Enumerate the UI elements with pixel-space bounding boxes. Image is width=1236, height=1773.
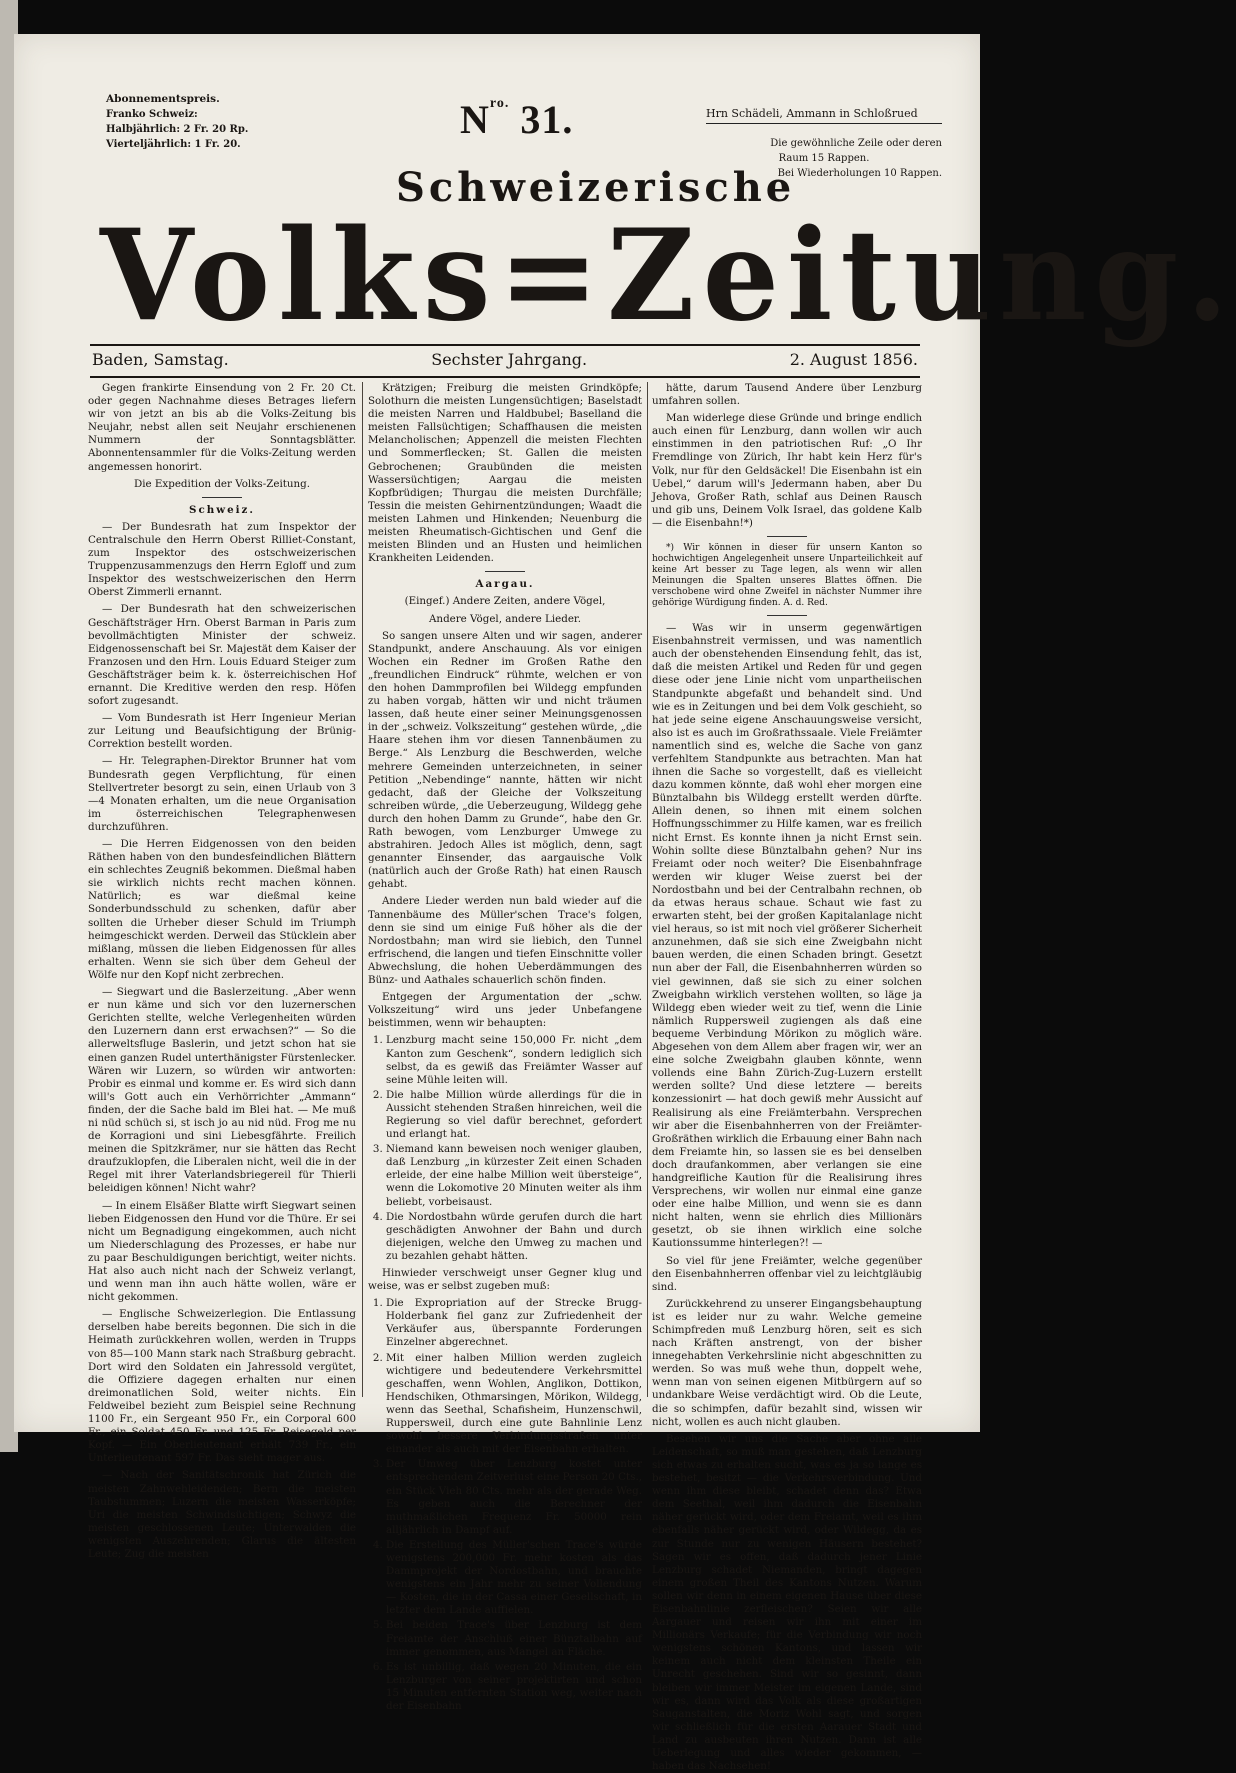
footnote: *) Wir können in dieser für unsern Kanton so hochwichtigen Angelegenheit unsere Unparteilichkeit auf keine Art besser zu Tage legen, als wenn wir allen Meinungen die Spalten unseres Blattes öffnen. Die verschobene wird ohne Zweifel in nächster Nummer ihre gehörige Würdigung finden. A. d. Red. [652, 543, 922, 609]
list-item: 2. Die halbe Million würde allerdings für die in Aussicht stehenden Straßen hinreichen, weil die Regierung so viel dafür berechnet, gefordert und erlangt hat. [386, 1089, 642, 1141]
top-rule [90, 344, 920, 346]
issue-date: 2. August 1856. [789, 350, 918, 369]
numbered-list [368, 1297, 642, 1713]
subscription-title: Abonnementspreis. [106, 93, 220, 105]
article-paragraph: So viel für jene Freiämter, welche gegenüber den Eisenbahnherren offenbar viel zu leichtgläubig sind. [652, 1254, 922, 1293]
column-divider [362, 382, 363, 1397]
title-top: Schweizerische [396, 164, 796, 211]
list-item: 3. Niemand kann beweisen noch weniger glauben, daß Lenzburg „in kürzester Zeit einen Schaden erleide, der eine halbe Million weit übersteige“, wenn die Lokomotive 20 Minuten weiter als ihm beliebt, vorbeisaust. [386, 1143, 642, 1208]
article-paragraph: Zurückkehrend zu unserer Eingangsbehauptung ist es leider nur zu wahr. Welche gemeine Schimpfreden muß Lenzburg hören, seit es sich nach Kräften anstrengt, von der bisher innegehabten Verkehrslinie nicht abgeschnitten zu werden. So was muß wehe thun, doppelt wehe, wenn man von seinen eigenen Mitbürgern auf so undankbare Weise verdächtigt wird. Ob die Leute, die so schimpfen, dafür bezahlt sind, wissen wir nicht, wollen es auch nicht glauben. [652, 1297, 922, 1428]
issue-label: N [460, 97, 490, 142]
article-paragraph: — Siegwart und die Baslerzeitung. „Aber wenn er nun käme und sich vor den luzernerschen Gerichten stellte, welche Verlegenheiten würden den Luzernern dann erst erwachsen?“ — So die allerweltsfluge Baslerin, und jetzt schon hat sie einen ganzen Rudel unterthänigster Fürstenlecker. Wären wir Luzern, so würden wir antworten: Probir es einmal und komme er. Es wird sich dann will's Gott auch ein Verhörrichter „Ammann“ finden, der die Sache bald im Blei hat. — Me muß ni nüd schüch si, st isch jo au nid nüd. Frog me nu de Korragioni und sini Liebesgfährte. Freilich meinen die Spitzkrämer, nur sie hätten das Recht draufzuklopfen, die Liberalen nicht, weil die in der Regel mit ihrer Vaterlandsbriegereil für Thierli beleidigen können! Nicht wahr? [88, 986, 356, 1195]
subscription-line: Vierteljährlich: 1 Fr. 20. [106, 139, 241, 150]
issue-sup: ro. [489, 96, 510, 111]
article-paragraph: hätte, darum Tausend Andere über Lenzburg umfahren sollen. [652, 382, 922, 408]
list-item: 1. Die Expropriation auf der Strecke Brugg-Holderbank fiel ganz zur Zufriedenheit der Verkäufer aus, überspannte Forderungen Einzelner abgerechnet. [386, 1297, 642, 1349]
dateline [92, 350, 918, 369]
article-paragraph: — Der Bundesrath hat den schweizerischen Geschäftsträger Hrn. Oberst Barman in Paris zum bevollmächtigten Minister der schweiz. Eidgenossenschaft bei Sr. Majestät dem Kaiser der Franzosen und den Hrn. Louis Eduard Steiger zum Geschäftsträger beim k. k. österreichischen Hof ernannt. Die Kreditive werden den resp. Höfen sofort zugesandt. [88, 603, 356, 708]
recipient-name: Hrn Schädeli, Ammann in Schloßrued [706, 106, 942, 124]
numbered-list [368, 1034, 642, 1263]
subscription-line: Halbjährlich: 2 Fr. 20 Rp. [106, 124, 249, 135]
place-day: Baden, Samstag. [92, 350, 229, 369]
list-item: 3. Der Umweg über Lenzburg kostet unter entsprechendem Zeitverlust eine Person 20 Cts., ein Stück Vieh 80 Cts. mehr als der gerade Weg. Es geben auch die Berechner der muthmaßlichen Frequenz Fr. 50000 rein alljährlich in Dampf auf. [386, 1458, 642, 1537]
article-paragraph: Man widerlege diese Gründe und bringe endlich auch einen für Lenzburg, dann wollen wir auch einstimmen in den patriotischen Ruf: „O Ihr Fremdlinge von Zürich, Ihr habt kein Herz für's Volk, nur für den Geldsäckel! Die Eisenbahn ist ein Uebel,“ darum will's Jedermann haben, aber Du Jehova, Großer Rath, schlaf aus Deinen Rausch und gib uns, Deinem Volk Israel, das goldene Kalb — die Eisenbahn!*) [652, 412, 922, 529]
section-heading: Schweiz. [189, 503, 255, 516]
separator [485, 571, 525, 572]
article-paragraph: — Englische Schweizerlegion. Die Entlassung derselben habe bereits begonnen. Die sich in die Heimath zurückkehren wollen, werden in Trupps von 85—100 Mann stark nach Straßburg gebracht. Dort wird den Soldaten ein Jahressold vergütet, die Offiziere dagegen erhalten nur einen dreimonatlichen Sold, weiter nichts. Ein Feldweibel bezieht zum Beispiel seine Rechnung 1100 Fr., ein Sergeant 950 Fr., ein Corporal 600 Fr., ein Soldat 450 Fr. und 125 Fr. Reisegeld per Kopf. — Ein Oberlieutenant erhält 739 Fr., ein Unterlieutenant 597 Fr. Das sieht mager aus. [88, 1308, 356, 1465]
notice-text: Gegen frankirte Einsendung von 2 Fr. 20 Ct. oder gegen Nachnahme dieses Betrages liefern wir von jetzt an bis ab die Volks-Zeitung bis Neujahr, nebst allen seit Neujahr erschienenen Nummern der Sonntagsblätter. Abonnentensammler für die Volks-Zeitung werden angemessen honorirt. [88, 382, 356, 473]
separator [767, 615, 807, 616]
article-paragraph: Krätzigen; Freiburg die meisten Grindköpfe; Solothurn die meisten Lungensüchtigen; Baselstadt die meisten Narren und Haldbubel; Baselland die meisten Fallsüchtigen; Schaffhausen die meisten Melancholischen; Appenzell die meisten Flechten und Sommerflecken; St. Gallen die meisten Gebrochenen; Graubünden die meisten Wassersüchtigen; Aargau die meisten Kopfbrüdigen; Thurgau die meisten Durchfälle; Tessin die meisten Gehirnentzündungen; Waadt die meisten Lahmen und Hinkenden; Neuenburg die meisten Rheumatisch-Gichtischen und Genf die meisten Blinden und an Husten und heimlichen Krankheiten Leidenden. [368, 382, 642, 565]
separator [202, 497, 242, 498]
list-item: 1. Lenzburg macht seine 150,000 Fr. nicht „dem Kanton zum Geschenk“, sondern lediglich sich selbst, da es gewiß das Freiämter Wasser auf seine Mühle leiten will. [386, 1034, 642, 1086]
list-item: 5. Bei beiden Trace's über Lenzburg ist dem Freiamte der Anschluß einer Bünztalbahn auf immer genommen, aus Mangel an Fläche. [386, 1619, 642, 1658]
column-2 [368, 382, 642, 1712]
issue-number [460, 96, 573, 143]
article-paragraph: Hinwieder verschweigt unser Gegner klug und weise, was er selbst zugeben muß: [368, 1267, 642, 1293]
issue-value: 31. [520, 97, 574, 142]
advert-line: Raum 15 Rappen. [778, 153, 870, 164]
advert-line: Die gewöhnliche Zeile oder deren [770, 138, 942, 149]
column-divider [647, 382, 648, 1397]
article-paragraph: — Vom Bundesrath ist Herr Ingenieur Merian zur Leitung und Beaufsichtigung der Brünig-Correktion bestellt worden. [88, 712, 356, 751]
article-paragraph: — Nach der Sanitätschronik hat Zürich die meisten Zahnwehleidenden; Bern die meisten Taubstummen; Luzern die meisten Wasserköpfe; Uri die meisten Schwindsüchtigen; Schwyz die meisten geschlossenen Leute; Unterwalden die wenigsten Auszehrenden; Glarus die ältesten Leute; Zug die meisten [88, 1469, 356, 1560]
newspaper-title: Volks=Zeitung. [100, 201, 1236, 350]
article-paragraph: — Hr. Telegraphen-Direktor Brunner hat vom Bundesrath gegen Verpflichtung, für einen Stellvertreter besorgt zu sein, einen Urlaub von 3—4 Monaten erhalten, um die neue Organisation im österreichischen Telegraphenwesen durchzuführen. [88, 755, 356, 833]
list-item: 6. Es ist unbillig, daß wegen 20 Minuten, die ein Lenzburger von seiner projektirten und schon 15 Minuten entfernten Station weg, weiter nach der Eisenbahn [386, 1661, 642, 1713]
expedition-signature: Die Expedition der Volks-Zeitung. [133, 477, 311, 490]
section-heading: Aargau. [475, 578, 535, 591]
advert-line: Bei Wiederholungen 10 Rappen. [777, 168, 942, 179]
verse-line: (Eingef.) Andere Zeiten, andere Vögel, [404, 595, 606, 608]
verse-line: Andere Vögel, andere Lieder. [429, 612, 581, 625]
article-paragraph: Besehen wir uns die Sache aber ohne alle Leidenschaft, so muß man gestehen, daß Lenzburg sich etwas zu erhalten sucht, was es ja so lange es bestehet, besitzt — die Verkehrsverbindung. Und wenn ihm diese bleibt, schadet denn das? Etwa dem Seethal, weil ihm dadurch die Eisenbahn näher gerückt wird, oder dem Freiamt, weil es ihm ebenfalls näher gerückt wird, oder Wildegg, da es zur Stunde nur zu wenigen Häusern bestehet? Sagen wir es offen, daß dadurch jener Linie Lenzburg schadet Niemanden, bringt dagegen einem großen Theil des Kantons Nutzen. Warum sollen wir denn in einem eigenen Hause über diese Eisenbahnlinie zerfleischen? Seien wir alle Aargauer und reisen wir ihn mit einer im Millionärs Verkaufe; für die Verbindung wir noch wenigstens schönen Kantons, und lassen wir keinem auch nicht dem kleinsten Theile ein Unrecht geschehen. Sind wir so gesinnt, dann bleiben wir immer Meister im eigenen Lande, sind wir es, dann wird das Volk als diese großartigen Sauganstalten, die Moriz Wohl sagt, und sorgen wir schließlich für die ersten Aarauer Stadt und Land zu ausbeuten ihren Nutzen. Dann ist alle Ueberlegung und alles wieder gekommen, — haben das Nachsehen! [652, 1432, 922, 1773]
article-paragraph: — In einem Elsäßer Blatte wirft Siegwart seinen lieben Eidgenossen den Hund vor die Thüre. Er sei nicht um Begnadigung eingekommen, auch nicht um Niederschlagung des Prozesses, er habe nur zu paar Beschuldigungen berichtigt, weiter nichts. Hat also auch nicht nach der Schweiz verlangt, und wenn man ihn auch hätte wollen, wäre er nicht gekommen. [88, 1199, 356, 1304]
article-paragraph: — Die Herren Eidgenossen von den beiden Räthen haben von den bundesfeindlichen Blättern ein schlechtes Zeugniß bekommen. Dießmal haben sie wirklich nichts recht machen können. Natürlich; es war dießmal keine Sonderbundsschuld zu schenken, dafür aber sollten die Urheber dieser Schuld im Triumph heimgeschickt werden. Derweil das Stücklein aber mißlang, müssen die lieben Eidgenossen für alles erhalten. Wenn sie sich über dem Geheul der Wölfe nur den Kopf nicht zerbrechen. [88, 838, 356, 981]
separator [767, 536, 807, 537]
volume: Sechster Jahrgang. [431, 350, 588, 369]
column-3 [652, 382, 922, 1773]
bottom-rule [90, 376, 920, 378]
article-paragraph: — Der Bundesrath hat zum Inspektor der Centralschule den Herrn Oberst Rilliet-Constant, zum Inspektor des ostschweizerischen Truppenzusammenzugs den Herrn Egloff und zum Inspektor des westschweizerischen den Herrn Oberst Zimmerli ernannt. [88, 520, 356, 599]
list-item: 4. Die Nordostbahn würde gerufen durch die hart geschädigten Anwohner der Bahn und durch diejenigen, welche den Umweg zu machen und zu bezahlen gehabt hätten. [386, 1211, 642, 1263]
article-paragraph: Entgegen der Argumentation der „schw. Volkszeitung“ wird uns jeder Unbefangene beistimmen, wenn wir behaupten: [368, 991, 642, 1030]
column-1 [88, 382, 356, 1560]
subscription-price-box [106, 92, 249, 152]
article-paragraph: So sangen unsere Alten und wir sagen, anderer Standpunkt, andere Anschauung. Als vor einigen Wochen ein Redner im Großen Rathe den „freundlichen Eindruck“ rühmte, welchen er von den hohen Dammprofilen bei Wildegg empfunden zu haben vorgab, hätten wir und nicht träumen lassen, daß heute einer seiner Meinungsgenossen in der „schweiz. Volkszeitung“ gestehen würde, „die Haare stehen ihm vor diesen Tannenbäumen zu Berge.“ Als Lenzburg die Beschwerden, welche mehrere Gemeinden unterzeichneten, in seiner Petition „Nebendinge“ nannte, hätten wir nicht gedacht, daß der Gleiche der Volkszeitung schreiben würde, „die Ueberzeugung, Wildegg gehe durch den hohen Damm zu Grunde“, habe den Gr. Rath bewogen, vom Lenzburger Umwege zu abstrahiren. Jedoch Alles ist möglich, denn, sagt genannter Einsender, das aargauische Volk (natürlich auch der Große Rath) hat einen Rausch gehabt. [368, 629, 642, 891]
article-paragraph: Andere Lieder werden nun bald wieder auf die Tannenbäume des Müller'schen Trace's folgen, denn sie sind um einige Fuß höher als die der Nordostbahn; man wird sie liebich, den Tunnel erfrischend, die langen und tiefen Einschnitte voller Abwechslung, die hohen Ueberdämmungen des Bünz- und Aathales schauerlich schön finden. [368, 895, 642, 987]
article-paragraph: — Was wir in unserm gegenwärtigen Eisenbahnstreit vermissen, und was namentlich auch der obenstehenden Einsendung fehlt, das ist, daß die meisten Artikel und Reden für und gegen diese oder jene Linie nicht vom unpartheiischen Standpunkte abgefaßt und behandelt sind. Und wie es in Zeitungen und bei dem Volk geschieht, so hat jede seine eigene Anschauungsweise versicht, also ist es auch im Großrathssaale. Viele Freiämter namentlich sind es, welche die Sache von ganz verfehltem Standpunkte aus betrachten. Man hat ihnen die Sache so vorgestellt, daß es vielleicht dazu kommen könnte, daß wohl eher morgen eine Bünztalbahn bis Wildegg erstellt werden dürfte. Allein denen, so ihnen mit einem solchen Hoffnungsschimmer zu Hilfe kamen, war es freilich nicht Ernst. Es konnte ihnen ja nicht Ernst sein. Wohin sollte diese Bünztalbahn gehen? Nur ins Freiamt oder noch weiter? Die Eisenbahnfrage werden wir kluger Weise zuerst bei der Nordostbahn und bei der Centralbahn rechnen, ob da etwas heraus schaue. Schaut wie fast zu erwarten steht, bei der großen Kapitalanlage nicht viel heraus, so ist mit noch viel größerer Sicherheit anzunehmen, daß sie sich eine Zweigbahn nicht bauen werden, die einen Schaden bringt. Gesetzt nun aber der Fall, die Eisenbahnherren würden so viel gewinnen, daß sie sich zu einer solchen Zweigbahn wirklich verstehen wollten, so läge ja Wildegg eben wieder weit zu tief, wenn die Linie nämlich Ruppersweil zugiengen als daß eine bequeme Verbindung Mörikon zu möglich wäre. Abgesehen von dem Allem aber fragen wir, wer an eine solche Zweigbahn glauben könnte, wenn vollends eine Bahn Zürich-Zug-Luzern erstellt werden sollte? Und diese letztere — bereits konzessionirt — hat doch gewiß mehr Aussicht auf Realisirung als eine Freiämterbahn. Versprechen wir aber die Eisenbahnherren von der Freiämter-Großräthen wirklich die Erbauung einer Bahn nach dem Freiamte hin, so lassen sie es bei denselben doch draufankommen, aber verlangen sie eine handgreifliche Kaution für die Realisirung ihres Versprechens, wir wollen nur einmal eine ganze oder eine halbe Million, und wenn sie es dann nicht halten, wenn sie ehrlich dies Millionärs gesetzt, ob sie ihnen wirklich eine solche Kautionssumme hinterlegen?! — [652, 622, 922, 1250]
subscription-line: Franko Schweiz: [106, 109, 198, 120]
list-item: 4. Die Erstellung des Müller'schen Trace's würde wenigstens 200,000 Fr. mehr kosten als das Dammprojekt der Nordostbahn, und brauchte wenigstens ein Jahr mehr zu seiner Vollendung — Kosten, die in der Cassa einer Gesellschaft, in letzter dem Lande auffielen. [386, 1539, 642, 1618]
list-item: 2. Mit einer halben Million werden zugleich wichtigere und bedeutendere Verkehrsmittel geschaffen, wenn Wohlen, Anglikon, Dottikon, Hendschiken, Othmarsingen, Mörikon, Wildegg, wenn das Seethal, Schafisheim, Hunzenschwil, Ruppersweil, durch eine gute Bahnlinie Lenz sowohl bessere Verbindungsstraßen unter einander als auch mit der Eisenbahn erhalten. [386, 1352, 642, 1457]
